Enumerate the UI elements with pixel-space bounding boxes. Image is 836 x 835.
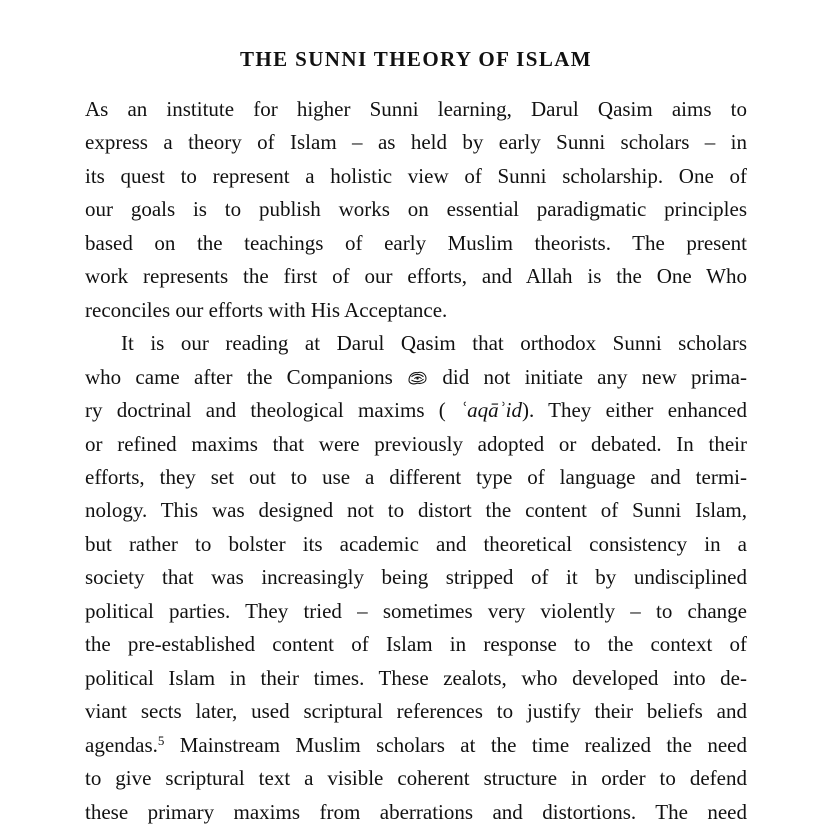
text-segment: viant sects later, used scriptural references to justify their beliefs and bbox=[85, 699, 747, 724]
text-line bbox=[85, 294, 747, 327]
text-line bbox=[85, 327, 747, 360]
text-segment: work represents the first of our efforts, and Allah is the One Who bbox=[85, 264, 747, 289]
text-segment: As an institute for higher Sunni learning, Darul Qasim aims to bbox=[85, 97, 747, 121]
companions-honorific-icon bbox=[407, 369, 428, 386]
paragraph bbox=[85, 93, 747, 327]
text-line bbox=[85, 93, 747, 126]
text-segment: who came after the Companions bbox=[85, 364, 408, 389]
text-line bbox=[85, 561, 747, 594]
text-line bbox=[85, 193, 747, 226]
text-segment: nology. This was designed not to distort the content of Sunni Islam, bbox=[85, 498, 747, 523]
text-line bbox=[85, 428, 747, 461]
text-line bbox=[85, 762, 747, 795]
text-line bbox=[85, 126, 747, 159]
text-column bbox=[85, 0, 747, 829]
text-segment: efforts, they set out to use a different type of language and termi- bbox=[85, 464, 747, 489]
text-segment: based on the teachings of early Muslim theorists. The present bbox=[85, 230, 747, 255]
paragraph bbox=[85, 327, 747, 829]
text-segment: political Islam in their times. These zealots, who developed into de- bbox=[85, 665, 747, 690]
text-segment: society that was increasingly being stripped of it by undisciplined bbox=[85, 565, 747, 590]
text-segment: its quest to represent a holistic view of Sunni scholarship. One of bbox=[85, 163, 747, 188]
text-line bbox=[85, 260, 747, 293]
text-line bbox=[85, 595, 747, 628]
text-segment: Mainstream Muslim scholars at the time realized the need bbox=[164, 732, 747, 757]
text-segment: did not initiate any new prima- bbox=[428, 364, 747, 389]
text-line bbox=[85, 461, 747, 494]
text-line bbox=[85, 227, 747, 260]
text-line bbox=[85, 361, 747, 394]
text-line bbox=[85, 796, 747, 829]
text-segment: our goals is to publish works on essential paradigmatic principles bbox=[85, 197, 747, 222]
text-line bbox=[85, 628, 747, 661]
text-segment: to give scriptural text a visible coherent structure in order to defend bbox=[85, 766, 747, 791]
text-segment: the pre-established content of Islam in response to the context of bbox=[85, 632, 747, 657]
body-text bbox=[85, 93, 747, 829]
footnote-reference: 5 bbox=[157, 732, 165, 748]
text-segment: express a theory of Islam – as held by early Sunni scholars – in bbox=[85, 130, 747, 155]
text-segment: It is our reading at Darul Qasim that orthodox Sunni scholars bbox=[121, 331, 747, 356]
text-segment: agendas. bbox=[85, 732, 158, 757]
text-segment: but rather to bolster its academic and theoretical consistency in a bbox=[85, 531, 747, 556]
text-line bbox=[85, 729, 747, 762]
text-line bbox=[85, 494, 747, 527]
text-line bbox=[85, 695, 747, 728]
text-segment: ry doctrinal and theological maxims ( bbox=[85, 398, 461, 423]
text-segment: or refined maxims that were previously adopted or debated. In their bbox=[85, 431, 747, 456]
text-line bbox=[85, 394, 747, 427]
transliterated-term: ʿaqāʾid bbox=[460, 398, 522, 423]
page-title: THE SUNNI THEORY OF ISLAM bbox=[239, 47, 593, 71]
text-segment: ). They either enhanced bbox=[521, 398, 747, 423]
text-line bbox=[85, 160, 747, 193]
text-segment: political parties. They tried – sometimes very violently – to change bbox=[85, 598, 747, 623]
text-segment: reconciles our efforts with His Acceptance. bbox=[85, 297, 448, 322]
text-line bbox=[85, 528, 747, 561]
text-line bbox=[85, 662, 747, 695]
text-segment: these primary maxims from aberrations and distortions. The need bbox=[85, 799, 747, 824]
